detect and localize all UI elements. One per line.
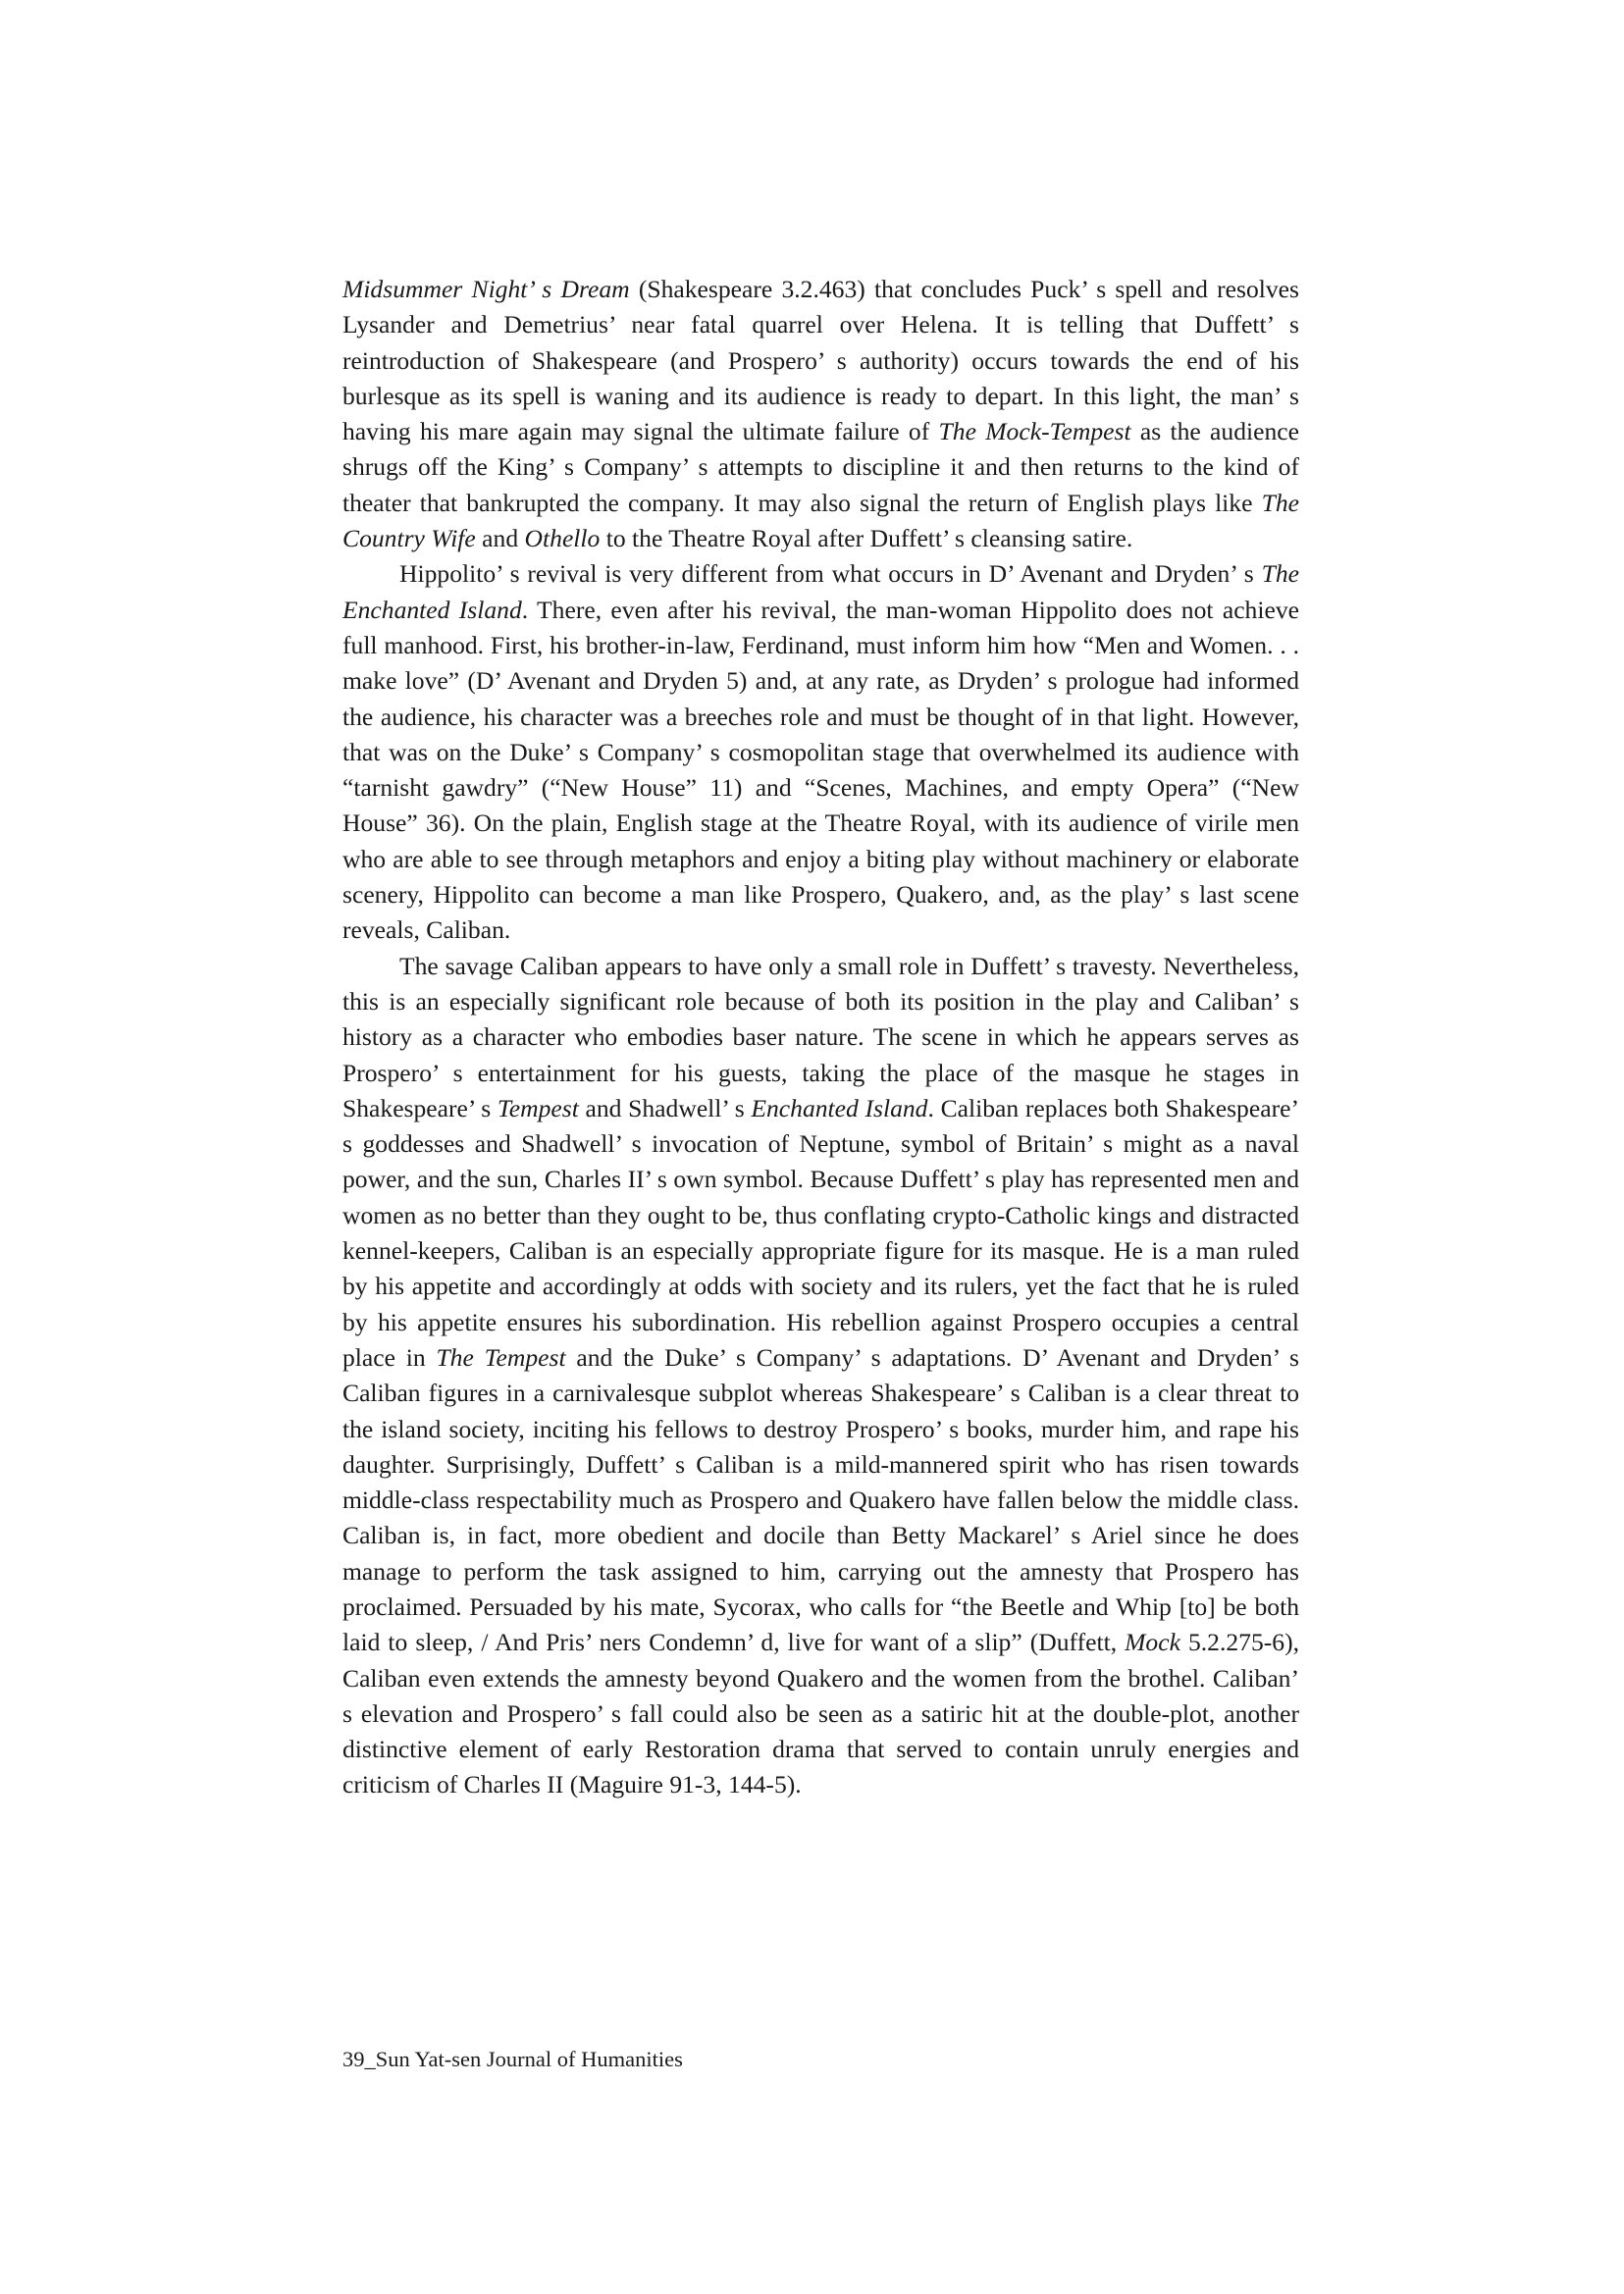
italic-title: The Country Wife — [342, 488, 1299, 553]
text-run: The savage Caliban appears to have only a small role in Duffett’ s travesty. Nevertheless, this is an especially significant role because of both its position in the play and Caliban’ s history as a character who embodies baser nature. The scene in which he appears serves as Prospero’ s entertainment for his guests, taking the place of the masque he stages in Shakespeare’ s — [342, 951, 1299, 1122]
text-run: to the Theatre Royal after Duffett’ s cleansing satire. — [600, 524, 1133, 553]
text-run: 5.2.275-6), Caliban even extends the amnesty beyond Quakero and the women from the brothel. Caliban’ s elevation and Prospero’ s fall could also be seen as a satiric hit at the double-plot, another distinctive element of early Restoration drama that served to contain unruly energies and criticism of Charles II (Maguire 91-3, 144-5). — [342, 1628, 1299, 1799]
text-run: as the audience shrugs off the King’ s Company’ s attempts to discipline it and then returns to the kind of theater that bankrupted the company. It may also signal the return of English plays like — [342, 417, 1299, 517]
text-run: (Shakespeare 3.2.463) that concludes Puck’ s spell and resolves Lysander and Demetrius’ near fatal quarrel over Helena. It is telling that Duffett’ s reintroduction of Shakespeare (and Prospero’ s authority) occurs towards the end of his burlesque as its spell is waning and its audience is ready to depart. In this light, the man’ s having his mare again may signal the ultimate failure of — [342, 275, 1299, 446]
text-run: . Caliban replaces both Shakespeare’ s goddesses and Shadwell’ s invocation of Neptune, symbol of Britain’ s might as a naval power, and the sun, Charles II’ s own symbol. Because Duffett’ s play has represented men and women as no better than they ought to be, thus conflating crypto-Catholic kings and distracted kennel-keepers, Caliban is an especially appropriate figure for its masque. He is a man ruled by his appetite and accordingly at odds with society and its rulers, yet the fact that he is ruled by his appetite ensures his subordination. His rebellion against Prospero occupies a central place in — [342, 1093, 1299, 1372]
italic-title: The Tempest — [436, 1342, 566, 1372]
italic-title: Enchanted Island — [751, 1093, 928, 1122]
text-run: and — [475, 524, 525, 553]
italic-title: Midsummer Night’ s Dream — [342, 275, 630, 303]
text-run: and the Duke’ s Company’ s adaptations. D’ Avenant and Dryden’ s Caliban figures in a carnivalesque subplot whereas Shakespeare’ s Caliban is a clear threat to the island society, inciting his fellows to destroy Prospero’ s books, murder him, and rape his daughter. Surprisingly, Duffett’ s Caliban is a mild-mannered spirit who has risen towards middle-class respectability much as Prospero and Quakero have fallen below the middle class. Caliban is, in fact, more obedient and docile than Betty Mackarel’ s Ariel since he does manage to perform the task assigned to him, carrying out the amnesty that Prospero has proclaimed. Persuaded by his mate, Sycorax, who calls for “the Beetle and Whip [to] be both laid to sleep, / And Pris’ ners Condemn’ d, live for want of a slip” (Duffett, — [342, 1342, 1299, 1657]
italic-title: Othello — [524, 524, 601, 553]
italic-title: The Mock-Tempest — [938, 417, 1131, 446]
text-run: Hippolito’ s revival is very different from what occurs in D’ Avenant and Dryden’ s — [399, 559, 1262, 589]
page-footer: 39_Sun Yat-sen Journal of Humanities — [342, 2047, 683, 2071]
paragraph-1 — [342, 272, 1299, 556]
article-body — [342, 272, 1299, 1803]
paragraph-3 — [342, 949, 1299, 1803]
text-run: . There, even after his revival, the man-woman Hippolito does not achieve full manhood. First, his brother-in-law, Ferdinand, must inform him how “Men and Women. . . make love” (D’ Avenant and Dryden 5) and, at any rate, as Dryden’ s prologue had informed the audience, his character was a breeches role and must be thought of in that light. However, that was on the Duke’ s Company’ s cosmopolitan stage that overwhelmed its audience with “tarnisht gawdry” (“New House” 11) and “Scenes, Machines, and empty Opera” (“New House” 36). On the plain, English stage at the Theatre Royal, with its audience of virile men who are able to see through metaphors and enjoy a biting play without machinery or elaborate scenery, Hippolito can become a man like Prospero, Quakero, and, as the play’ s last scene reveals, Caliban. — [342, 595, 1299, 945]
text-run: and Shadwell’ s — [578, 1093, 752, 1122]
paragraph-2 — [342, 556, 1299, 948]
italic-title: Tempest — [497, 1093, 579, 1122]
italic-title: Mock — [1125, 1628, 1180, 1657]
italic-title: The Enchanted Island — [342, 559, 1299, 624]
